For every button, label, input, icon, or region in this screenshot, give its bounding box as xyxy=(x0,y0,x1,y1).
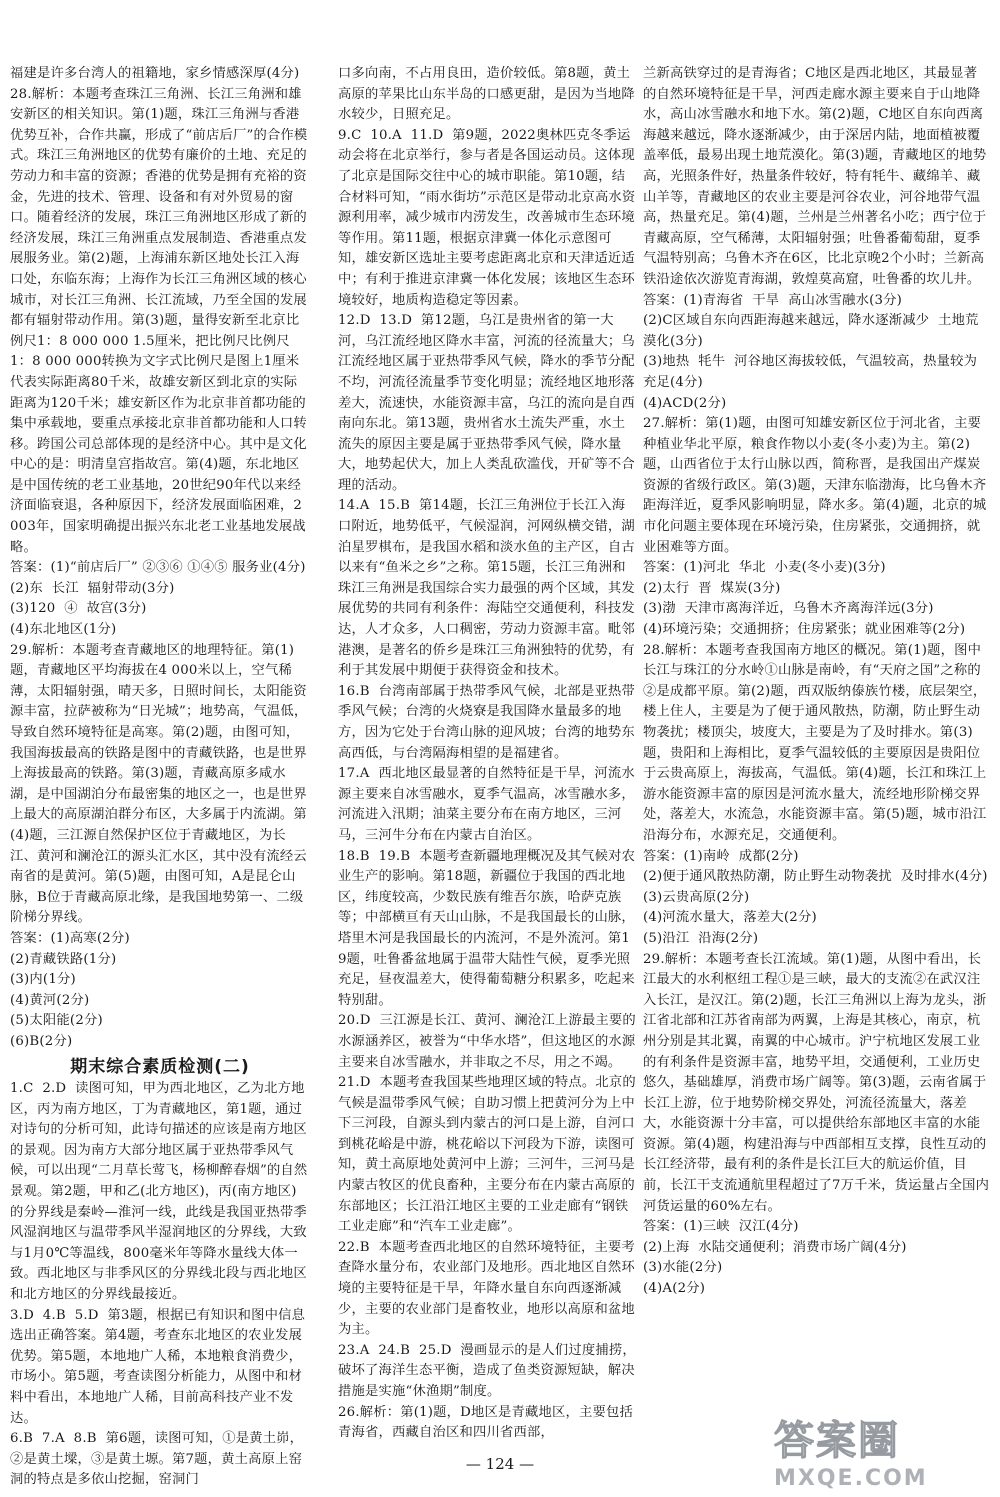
paragraph: 29.解析：本题考查长江流域。第(1)题，从图中看出，长江最大的水利枢纽工程①是三峡，最大的支流②在武汉注入长江，是汉江。第(2)题，长江三角洲以上海为龙头，浙江省北部和江苏省南部为两翼，上海是其核心，南京，杭州分别是其北翼，南翼的中心城市。沪宁杭地区发展工业的有利条件是资源丰富，地势平坦，交通便利，工业历史悠久，基础雄厚，消费市场广阔等。第(3)题，云南省属于长江上游，位于地势阶梯交界处，河流径流量大，落差大，水能资源十分丰富，可以提供给东部地区丰富的水能资源。第(4)题，构建沿海与中西部相互支撑，良性互动的长江经济带，最有利的条件是长江巨大的航运价值，目前，长江干支流通航里程超过了7万千米，货运量占全国内河货运量的60%左右。 xyxy=(643,951,990,1214)
column-middle xyxy=(338,64,638,1454)
paragraph: 12.D 13.D 第12题，乌江是贵州省的第一大河，乌江流经地区降水丰富，河流的径流量大；乌江流经地区属于亚热带季风气候，降水的季节分配不均，河流径流量季节变化明显；流经地区地形落差大，流速快，水能资源丰富，乌江的流向是自西南向东北。第13题，贵州省水土流失严重，水土流失的原因主要是属于亚热带季风气候，降水量大，地势起伏大，加上人类乱砍滥伐，开矿等不合理的活动。 xyxy=(338,313,635,493)
paragraph: (4)ACD(2分) xyxy=(643,395,727,411)
answer-line: 答案：(1)青海省 干旱 高山冰雪融水(3分) xyxy=(643,292,903,308)
page-number: — 124 — xyxy=(465,1455,535,1473)
paragraph: (4)环境污染；交通拥挤；住房紧张；就业困难等(2分) xyxy=(643,622,966,638)
paragraph: (2)东 长江 辐射带动(3分) xyxy=(10,580,175,596)
paragraph: 28.解析：本题考查我国南方地区的概况。第(1)题，图中长江与珠江的分水岭①山脉是南岭，有“天府之国”之称的②是成都平原。第(2)题，西双版纳傣族竹楼，底层架空，楼上住人，主要是为了便于通风散热，防潮，防止野生动物袭扰；楼顶尖，坡度大，主要是为了及时排水。第(3)题，贵阳和上海相比，夏季气温较低的主要原因是贵阳位于云贵高原上，海拔高，气温低。第(4)题，长江和珠江上游水能资源丰富的原因是河流水量大，流经地形阶梯交界处，落差大，水流急，水能资源丰富。第(5)题，城市沿江沿海分布，水源充足，交通便利。 xyxy=(643,642,987,843)
paragraph: (5)太阳能(2分) xyxy=(10,1013,103,1029)
paragraph: 17.A 西北地区最显著的自然特征是干旱，河流水源主要来自冰雪融水，夏季气温高，冰雪融水多，河流进入汛期；油菜主要分布在南方地区，三河马，三河牛分布在内蒙古自治区。 xyxy=(338,766,635,843)
paragraph: 22.B 本题考查西北地区的自然环境特征，主要考查降水量分布，农业部门及地形。西北地区自然环境的主要特征是干旱，年降水量自东向西逐渐减少，主要的农业部门是畜牧业，地形以高原和盆地为主。 xyxy=(338,1239,636,1338)
paragraph: (4)A(2分) xyxy=(643,1281,706,1297)
paragraph: 26.解析：第(1)题，D地区是青藏地区，主要包括青海省，西藏自治区和四川省西部， xyxy=(338,1404,633,1441)
paragraph: 27.解析：第(1)题，由图可知雄安新区位于河北省，主要种植业华北平原，粮食作物以小麦(冬小麦)为主。第(2)题，山西省位于太行山脉以西，简称晋，是我国出产煤炭资源的省级行政区。第(3)题，天津东临渤海，比乌鲁木齐距海洋近，夏季风影响明显，降水多。第(4)题，北京的城市化问题主要体现在环境污染，住房紧张，交通拥挤，就业困难等方面。 xyxy=(643,416,987,555)
column-left xyxy=(10,64,310,1488)
answer-line: 答案：(1)南岭 成都(2分) xyxy=(643,848,799,864)
paragraph: (3)内(1分) xyxy=(10,972,76,988)
paragraph: (3)云贵高原(2分) xyxy=(643,889,750,905)
paragraph: 20.D 三江源是长江、黄河、澜沧江上游最主要的水源涵养区，被誉为“中华水塔”，但这地区的水源主要来自冰雪融水，并非取之不尽，用之不竭。 xyxy=(338,1013,636,1070)
section-title: 期末综合素质检测(二) xyxy=(70,1056,250,1077)
paragraph: (2)太行 晋 煤炭(3分) xyxy=(643,580,781,596)
answer-line: 答案：(1)三峡 汉江(4分) xyxy=(643,1219,799,1235)
paragraph: (2)C区域自东向西距海越来越远，降水逐渐减少 土地荒漠化(3分) xyxy=(643,313,979,349)
paragraph: (3)120 ④ 故宫(3分) xyxy=(10,601,147,617)
paragraph: 9.C 10.A 11.D 第9题，2022奥林匹克冬季运动会将在北京举行，参与者是各国运动员。这体现了北京是国际交往中心的城市职能。第10题，结合材料可知，“雨水街坊”示范区是带动北京高水资源利用率，减少城市内涝发生，改善城市生态环境等作用。第11题，根据京津冀一体化示意图可知，雄安新区选址主要考虑距离北京和天津适近适中；有利于推进京津冀一体化发展；该地区生态环境较好，地质构造稳定等因素。 xyxy=(338,127,636,308)
paragraph: (3)地热 牦牛 河谷地区海拔较低，气温较高，热量较为充足(4分) xyxy=(643,354,978,390)
column-right xyxy=(643,64,990,1414)
paragraph: 1.C 2.D 读图可知，甲为西北地区，乙为北方地区，丙为南方地区，丁为青藏地区，第1题，通过对诗句的分析可知，此诗句描述的应该是南方地区的景观。因为南方大部分地区属于亚热带季风气候，可以出现“二月草长莺飞，杨柳醉春烟”的自然景观。第2题，甲和乙(北方地区)，丙(南方地区)的分界线是秦岭—淮河一线，此线是我国亚热带季风湿润地区与温带季风半湿润地区的分界线，大致与1月0℃等温线，800毫米年等降水量线大体一致。西北地区与非季风区的分界线北段与西北地区和北方地区的分界线最接近。 xyxy=(10,1081,308,1303)
paragraph: (4)东北地区(1分) xyxy=(10,622,117,638)
paragraph: (2)便于通风散热防潮，防止野生动物袭扰 及时排水(4分) xyxy=(643,869,988,885)
paragraph: 29.解析：本题考查青藏地区的地理特征。第(1)题，青藏地区平均海拔在4 000米以上，空气稀薄，太阳辐射强，晴天多，日照时间长，太阳能资源丰富，拉萨被称为“日光城”；地势高，气温低，导致自然环境特征是高寒。第(2)题，由图可知，我国海拔最高的铁路是图中的青藏铁路，也是世界上海拔最高的铁路。第(3)题，青藏高原多咸水湖，是中国湖泊分布最密集的地区之一，也是世界上最大的高原湖泊群分布区，大多属于内流湖。第(4)题，三江源自然保护区位于青藏地区，为长江、黄河和澜沧江的源头汇水区，其中没有流经云南省的是黄河。第(5)题，由图可知，A是昆仑山脉，B位于青藏高原北缘，是我国地势第一、二级阶梯分界线。 xyxy=(10,642,308,926)
paragraph: (2)上海 水陆交通便利；消费市场广阔(4分) xyxy=(643,1239,907,1255)
paragraph: 16.B 台湾南部属于热带季风气候，北部是亚热带季风气候；台湾的火烧寮是我国降水量最多的地方，因为它处于台湾山脉的迎风坡；台湾的地势东高西低，与台湾隔海相望的是福建省。 xyxy=(338,683,636,761)
paragraph: (3)渤 天津市离海洋近，乌鲁木齐离海洋远(3分) xyxy=(643,601,934,617)
watermark-url: MXQE.COM xyxy=(774,1466,928,1491)
paragraph: (4)河流水量大，落差大(2分) xyxy=(643,910,817,926)
paragraph: 23.A 24.B 25.D 漫画显示的是人们过度捕捞，破坏了海洋生态平衡，造成了鱼类资源短缺，解决措施是实施“休渔期”制度。 xyxy=(338,1342,636,1399)
answer-line: 答案：(1)高寒(2分) xyxy=(10,930,130,946)
watermark-logo xyxy=(774,1409,994,1489)
paragraph: (4)黄河(2分) xyxy=(10,992,90,1008)
answer-line: 答案：(1)河北 华北 小麦(冬小麦)(3分) xyxy=(643,560,886,576)
paragraph: 14.A 15.B 第14题，长江三角洲位于长江入海口附近，地势低平，气候湿润，河网纵横交错，湖泊星罗棋布，是我国水稻和淡水鱼的主产区，自古以来有“鱼米之乡”之称。第15题，长江三角洲和珠江三角洲是我国综合实力最强的两个区域，其发展优势的共同有利条件：海陆空交通便利，科技发达，人才众多，人口稠密，劳动力资源丰富。毗邻港澳，是著名的侨乡是珠江三角洲独特的优势，有利于其发展中期便于获得资金和技术。 xyxy=(338,498,635,679)
paragraph: 口多向南，不占用良田，造价较低。第8题，黄土高原的苹果比山东半岛的口感更甜，是因为当地降水较少，日照充足。 xyxy=(338,66,635,123)
paragraph: 福建是许多台湾人的祖籍地，家乡情感深厚(4分) xyxy=(10,66,300,81)
paragraph: 18.B 19.B 本题考查新疆地理概况及其气候对农业生产的影响。第18题，新疆位于我国的西北地区，纬度较高，少数民族有维吾尔族，哈萨克族等；中部横亘有天山山脉，不是我国最长的山脉，塔里木河是我国最长的内流河，不是外流河。第19题，吐鲁番盆地属于温带大陆性气候，夏季光照充足，昼夜温差大，使得葡萄糖分积累多，吃起来特别甜。 xyxy=(338,848,636,1008)
paragraph: (3)水能(2分) xyxy=(643,1260,723,1276)
paragraph: (2)青藏铁路(1分) xyxy=(10,951,117,967)
paragraph: 3.D 4.B 5.D 第3题，根据已有知识和图中信息选出正确答案。第4题，考查东北地区的农业发展优势。第5题，本地地广人稀，本地粮食消费少，市场小。第5题，考查读图分析能力，从图中和材料中看出，本地地广人稀，目前高科技产业不发达。 xyxy=(10,1307,306,1426)
paragraph: 28.解析：本题考查珠江三角洲、长江三角洲和雄安新区的相关知识。第(1)题，珠江三角洲与香港优势互补，合作共赢，形成了“前店后厂”的合作模式。珠江三角洲地区的优势有廉价的土地、充足的劳动力和丰富的资源；香港的优势是拥有充裕的资金，先进的技术、管理、设备和有对外贸易的窗口。随着经济的发展，珠江三角洲地区形成了新的经济发展，珠江三角洲重点发展制造、香港重点发展服务业。第(2)题，上海浦东新区地处长江入海口处，东临东海；上海作为长江三角洲区域的核心城市，对长江三角洲、长江流域，乃至全国的发展都有辐射带动作用。第(3)题，量得安新至北京比例尺1：8 000 000 1.5厘米，把比例尺比例尺1：8 000 000转换为文字式比例尺是图上1厘米代表实际距离80千米，故雄安新区到北京的实际距离为120千米；雄安新区作为北京非首都功能的集中承载地，要重点承接北京非首都功能和人口转移。跨国公司总部体现的是经济中心。其中是文化中心的是：明清皇宫指故宫。第(4)题，东北地区是中国传统的老工业基地，20世纪90年代以来经济面临衰退，各种原因下，经济发展面临困难，2003年，国家明确提出振兴东北老工业基地发展战略。 xyxy=(10,86,308,555)
paragraph: (6)B(2分) xyxy=(10,1033,73,1049)
answer-line: 答案：(1)“前店后厂” ②③⑥ ①④⑤ 服务业(4分) xyxy=(10,560,306,576)
paragraph: 6.B 7.A 8.B 第6题，读图可知，①是黄土峁，②是黄土墚，③是黄土塬。第7题，黄土高原上窑洞的特点是多依山挖掘，窑洞门 xyxy=(10,1431,304,1488)
paragraph: 兰新高铁穿过的是青海省；C地区是西北地区，其最显著的自然环境特征是干旱，河西走廊水源主要来自于山地降水，高山冰雪融水和地下水。第(2)题，C地区自东向西离海越来越远，降水逐渐减少，由于深居内陆，地面植被覆盖率低，最易出现土地荒漠化。第(3)题，青藏地区的地势高，光照条件好，热量条件较好，特有牦牛、藏绵羊、藏山羊等，青藏地区的农业主要是河谷农业，河谷地带气温高，热量充足。第(4)题，兰州是兰州著名小吃；西宁位于青藏高原，空气稀薄，太阳辐射强；吐鲁番葡萄甜，夏季气温特别高；乌鲁木齐在6区，比北京晚2个小时；兰新高铁沿途依次游览青海湖，敦煌莫高窟，吐鲁番的坎儿井。 xyxy=(643,66,987,287)
watermark-logo-text: 答案圈 xyxy=(774,1418,900,1464)
paragraph: (5)沿江 沿海(2分) xyxy=(643,930,759,946)
paragraph: 21.D 本题考查我国某些地理区域的特点。北京的气候是温带季风气候；自助习惯上把黄河分为上中下三河段，自源头到内蒙古的河口是上游，自河口到桃花峪是中游，桃花峪以下河段为下游，读图可知，黄土高原地处黄河中上游；三河牛，三河马是内蒙古牧区的优良畜种，主要分布在内蒙古高原的东部地区；长江沿江地区主要的工业走廊有“钢铁工业走廊”和“汽车工业走廊”。 xyxy=(338,1075,636,1235)
